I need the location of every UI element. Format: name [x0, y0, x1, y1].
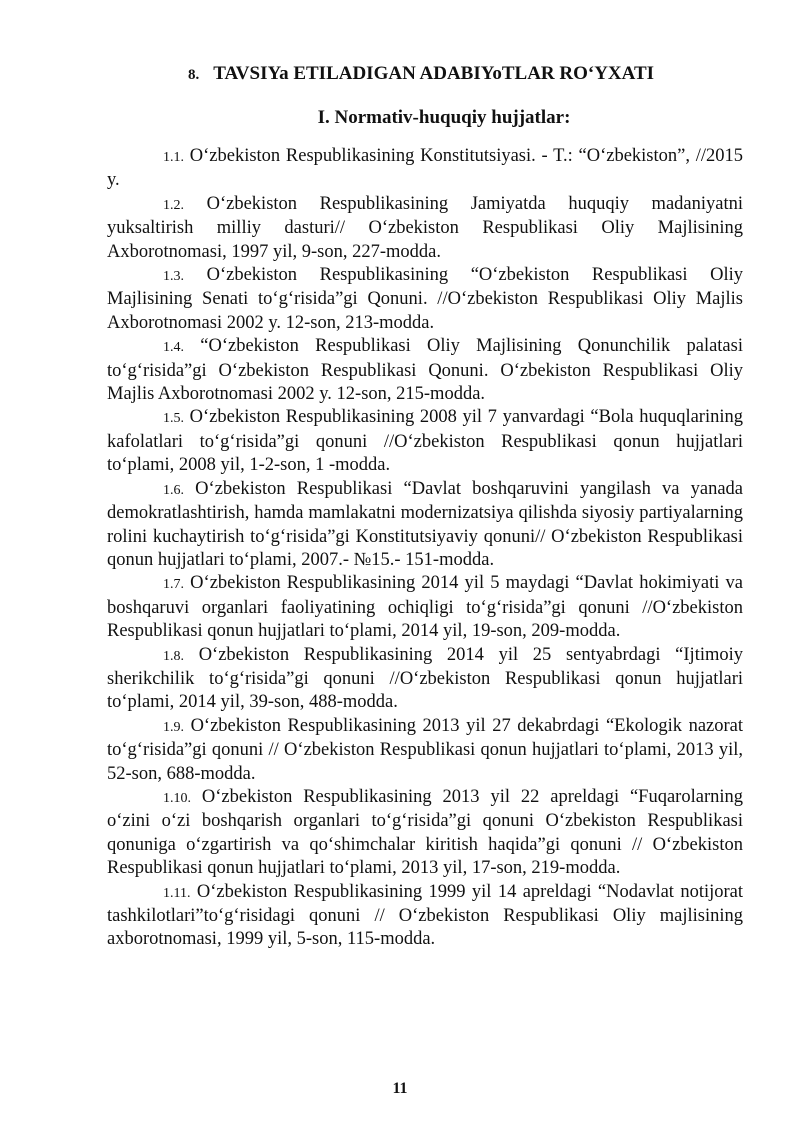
list-item: [107, 644, 743, 715]
item-text: O‘zbekiston Respublikasining 2008 yil 7 yanvardagi “Bola huquqlarining kafolatlari to‘g‘risida”gi qonuni //O‘zbekiston Respublikasi qonun hujjatlari to‘plami, 2008 yil, 1-2-son, 1 -modda.: [107, 407, 743, 476]
item-number: 1.10.: [163, 790, 191, 806]
item-text: O‘zbekiston Respublikasining 1999 yil 14 apreldagi “Nodavlat notijorat tashkilotlari”to‘g‘risidagi qonuni // O‘zbekiston Respublikasi Oliy majlisining axborotnomasi, 1999 yil, 5-son, 115-modda.: [107, 881, 744, 950]
item-text: “O‘zbekiston Respublikasi Oliy Majlisining Qonunchilik palatasi to‘g‘risida”gi O‘zbekiston Respublikasi Qonuni. O‘zbekiston Respublikasi Oliy Majlis Axborotnomasi 2002 y. 12-son, 215-modda.: [107, 336, 743, 405]
list-item: [107, 406, 743, 477]
item-text: O‘zbekiston Respublikasining 2013 yil 27 dekabrdagi “Ekologik nazorat to‘g‘risida”gi qonuni // O‘zbekiston Respublikasi qonun hujjatlari to‘plami, 2013 yil, 52-son, 688-modda.: [107, 715, 743, 784]
section-number: 8.: [188, 67, 200, 83]
list-item: [107, 264, 743, 335]
list-item: [107, 881, 743, 952]
item-number: 1.2.: [163, 197, 184, 213]
item-number: 1.1.: [163, 150, 184, 165]
item-text: O‘zbekiston Respublikasining 2013 yil 22 apreldagi “Fuqarolarning o‘zini o‘zi boshqarish organlari to‘g‘risida”gi qonuni O‘zbekiston Respublikasi qonuniga o‘zgartirish va qo‘shimchalar kiritish haqida”gi qonuni // O‘zbekiston Respublikasi qonun hujjatlari to‘plami, 2013 yil, 17-son, 219-modda.: [107, 786, 743, 879]
item-text: O‘zbekiston Respublikasining Konstitutsiyasi. - T.: “O‘zbekiston”, //2015 y.: [107, 146, 744, 191]
list-item: [107, 478, 743, 573]
item-number: 1.9.: [163, 719, 184, 735]
item-number: 1.11.: [163, 885, 191, 901]
page-number: 11: [392, 1080, 408, 1097]
item-number: 1.6.: [163, 482, 184, 498]
item-text: O‘zbekiston Respublikasining 2014 yil 5 maydagi “Davlat hokimiyati va boshqaruvi organlari faoliyatining ochiqligi to‘g‘risida”gi qonuni //O‘zbekiston Respublikasi qonun hujjatlari to‘plami, 2014 yil, 19-son, 209-modda.: [107, 573, 743, 642]
item-number: 1.4.: [163, 340, 184, 356]
item-text: O‘zbekiston Respublikasining 2014 yil 25 sentyabrdagi “Ijtimoiy sherikchilik to‘g‘risida”gi qonuni //O‘zbekiston Respublikasi qonun hujjatlari to‘plami, 2014 yil, 39-son, 488-modda.: [107, 644, 743, 713]
list-item: [107, 715, 743, 786]
subsection-title: I. Normativ-huquqiy hujjatlar:: [317, 107, 571, 128]
item-text: O‘zbekiston Respublikasining Jamiyatda huquqiy madaniyatni yuksaltirish milliy dasturi// O‘zbekiston Respublikasi Oliy Majlisining Axborotnomasi, 1997 yil, 9-son, 227-modda.: [107, 193, 744, 262]
section-heading: [188, 62, 748, 87]
item-text: O‘zbekiston Respublikasi “Davlat boshqaruvini yangilash va yanada demokratlashtirish, hamda mamlakatni modernizatsiya qilishda siyosiy partiyalarning rolini kuchaytirish to‘g‘risida”gi Konstitutsiyaviy qonuni// O‘zbekiston Respublikasi qonun hujjatlari to‘plami, 2007.- №15.- 151-modda.: [107, 478, 744, 570]
list-item: [107, 572, 743, 643]
item-number: 1.5.: [163, 411, 184, 427]
list-item: [107, 193, 743, 264]
list-item: [107, 145, 743, 193]
section-title: TAVSIYa ETILADIGAN ADABIYoTLAR RO‘YXATI: [213, 63, 655, 84]
item-number: 1.3.: [163, 269, 184, 285]
item-number: 1.7.: [163, 577, 184, 593]
list-item: [107, 335, 743, 406]
item-number: 1.8.: [163, 648, 184, 664]
list-item: [107, 786, 743, 881]
item-text: O‘zbekiston Respublikasining “O‘zbekiston Respublikasi Oliy Majlisining Senati to‘g‘risida”gi Qonuni. //O‘zbekiston Respublikasi Oliy Majlis Axborotnomasi 2002 y. 12-son, 213-modda.: [107, 265, 744, 333]
reference-list: [107, 145, 743, 952]
